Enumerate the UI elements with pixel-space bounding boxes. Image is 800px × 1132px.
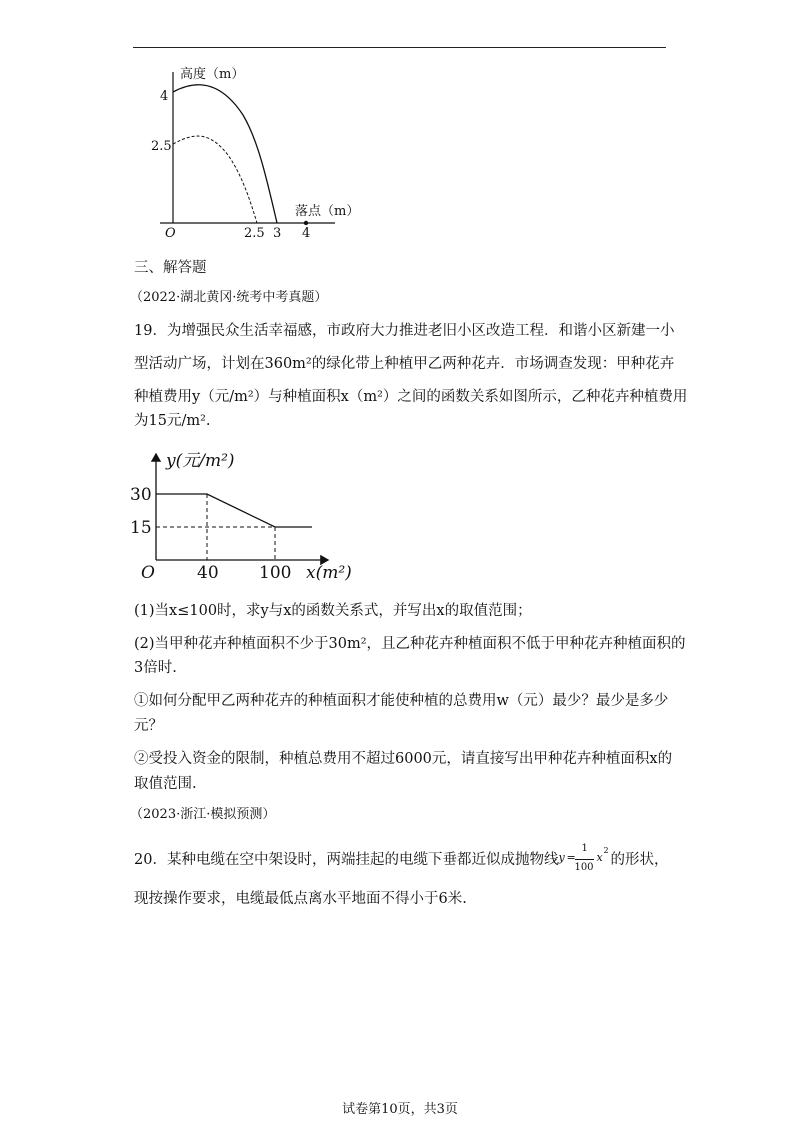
q20-line-2: 现按操作要求，电缆最低点离水平地面不得小于6米. xyxy=(134,891,467,907)
graph-origin: O xyxy=(141,563,155,583)
graph-function-line xyxy=(156,494,312,527)
q20-source: （2023·浙江·模拟预测） xyxy=(130,807,276,822)
q20-line-1 xyxy=(134,843,669,873)
fig1-x-tick: 3 xyxy=(273,226,282,240)
q20-number: 20． xyxy=(134,852,167,868)
fig1-x-axis-label: 落点（m） xyxy=(295,204,360,219)
q19-source: （2022·湖北黄冈·统考中考真题） xyxy=(130,290,328,305)
fig1-point-4 xyxy=(304,221,308,225)
q19-part2-line1: (2)当甲种花卉种植面积不少于30m²，且乙种花卉种植面积不低于甲种花卉种植面积的 xyxy=(134,636,686,652)
fig1-y-axis-label: 高度（m） xyxy=(180,67,245,82)
q19-sub2-line1: ②受投入资金的限制，种植总费用不超过6000元，请直接写出甲种花卉种植面积x的 xyxy=(134,751,673,767)
top-rule xyxy=(133,47,666,48)
fig1-dashed-curve xyxy=(173,136,257,223)
q19-sub2-line2: 取值范围. xyxy=(134,776,197,792)
page-footer: 试卷第10页，共3页 xyxy=(342,1102,458,1117)
q19-sub1-line2: 元？ xyxy=(134,718,163,734)
fig1-x-tick: 2.5 xyxy=(244,226,265,240)
formula-y: y xyxy=(558,851,565,864)
graph-y-axis-label: y(元/m²) xyxy=(166,451,235,471)
fig1-x-tick: 4 xyxy=(302,226,311,240)
q19-line-2: 型活动广场，计划在360m²的绿化带上种植甲乙两种花卉．市场调查发现：甲种花卉 xyxy=(134,356,675,372)
graph-x-tick: 40 xyxy=(197,563,219,583)
q19-line-1 xyxy=(134,321,674,341)
graph-y-tick: 15 xyxy=(130,518,152,538)
graph-x-axis-label: x(m²) xyxy=(306,563,352,583)
q19-part1: (1)当x≤100时，求y与x的函数关系式，并写出x的取值范围； xyxy=(134,603,532,619)
q20-text-post: 的形状， xyxy=(610,852,669,868)
fig1-solid-curve xyxy=(173,85,277,223)
fig1-y-tick: 4 xyxy=(160,89,169,104)
graph-y-tick: 30 xyxy=(130,485,152,505)
q19-text: 为增强民众生活幸福感，市政府大力推进老旧小区改造工程．和谐小区新建一小 xyxy=(166,323,675,339)
formula-exponent: 2 xyxy=(603,846,609,855)
fig1-y-tick: 2.5 xyxy=(151,139,172,154)
formula-eq: = xyxy=(566,851,576,864)
q20-text-pre: 某种电缆在空中架设时，两端挂起的电缆下垂都近似成抛物线 xyxy=(166,852,559,868)
q19-part2-line2: 3倍时. xyxy=(134,660,177,676)
fig1-origin: O xyxy=(165,226,176,240)
q19-sub1-line1: ①如何分配甲乙两种花卉的种植面积才能使种植的总费用w（元）最少？最少是多少 xyxy=(134,693,669,709)
q19-line-3: 种植费用y（元/m²）与种植面积x（m²）之间的函数关系如图所示，乙种花卉种植费用 xyxy=(134,389,688,405)
formula-denominator: 100 xyxy=(574,862,594,873)
formula-x: x xyxy=(596,851,603,864)
cost-graph xyxy=(128,446,358,586)
trajectory-figure xyxy=(140,60,360,240)
q19-line-4: 为15元/m². xyxy=(134,413,211,429)
graph-x-tick: 100 xyxy=(259,563,292,583)
section-heading: 三、解答题 xyxy=(134,260,207,276)
q20-formula xyxy=(558,843,610,873)
formula-numerator: 1 xyxy=(581,843,588,854)
q19-number: 19． xyxy=(134,323,167,339)
